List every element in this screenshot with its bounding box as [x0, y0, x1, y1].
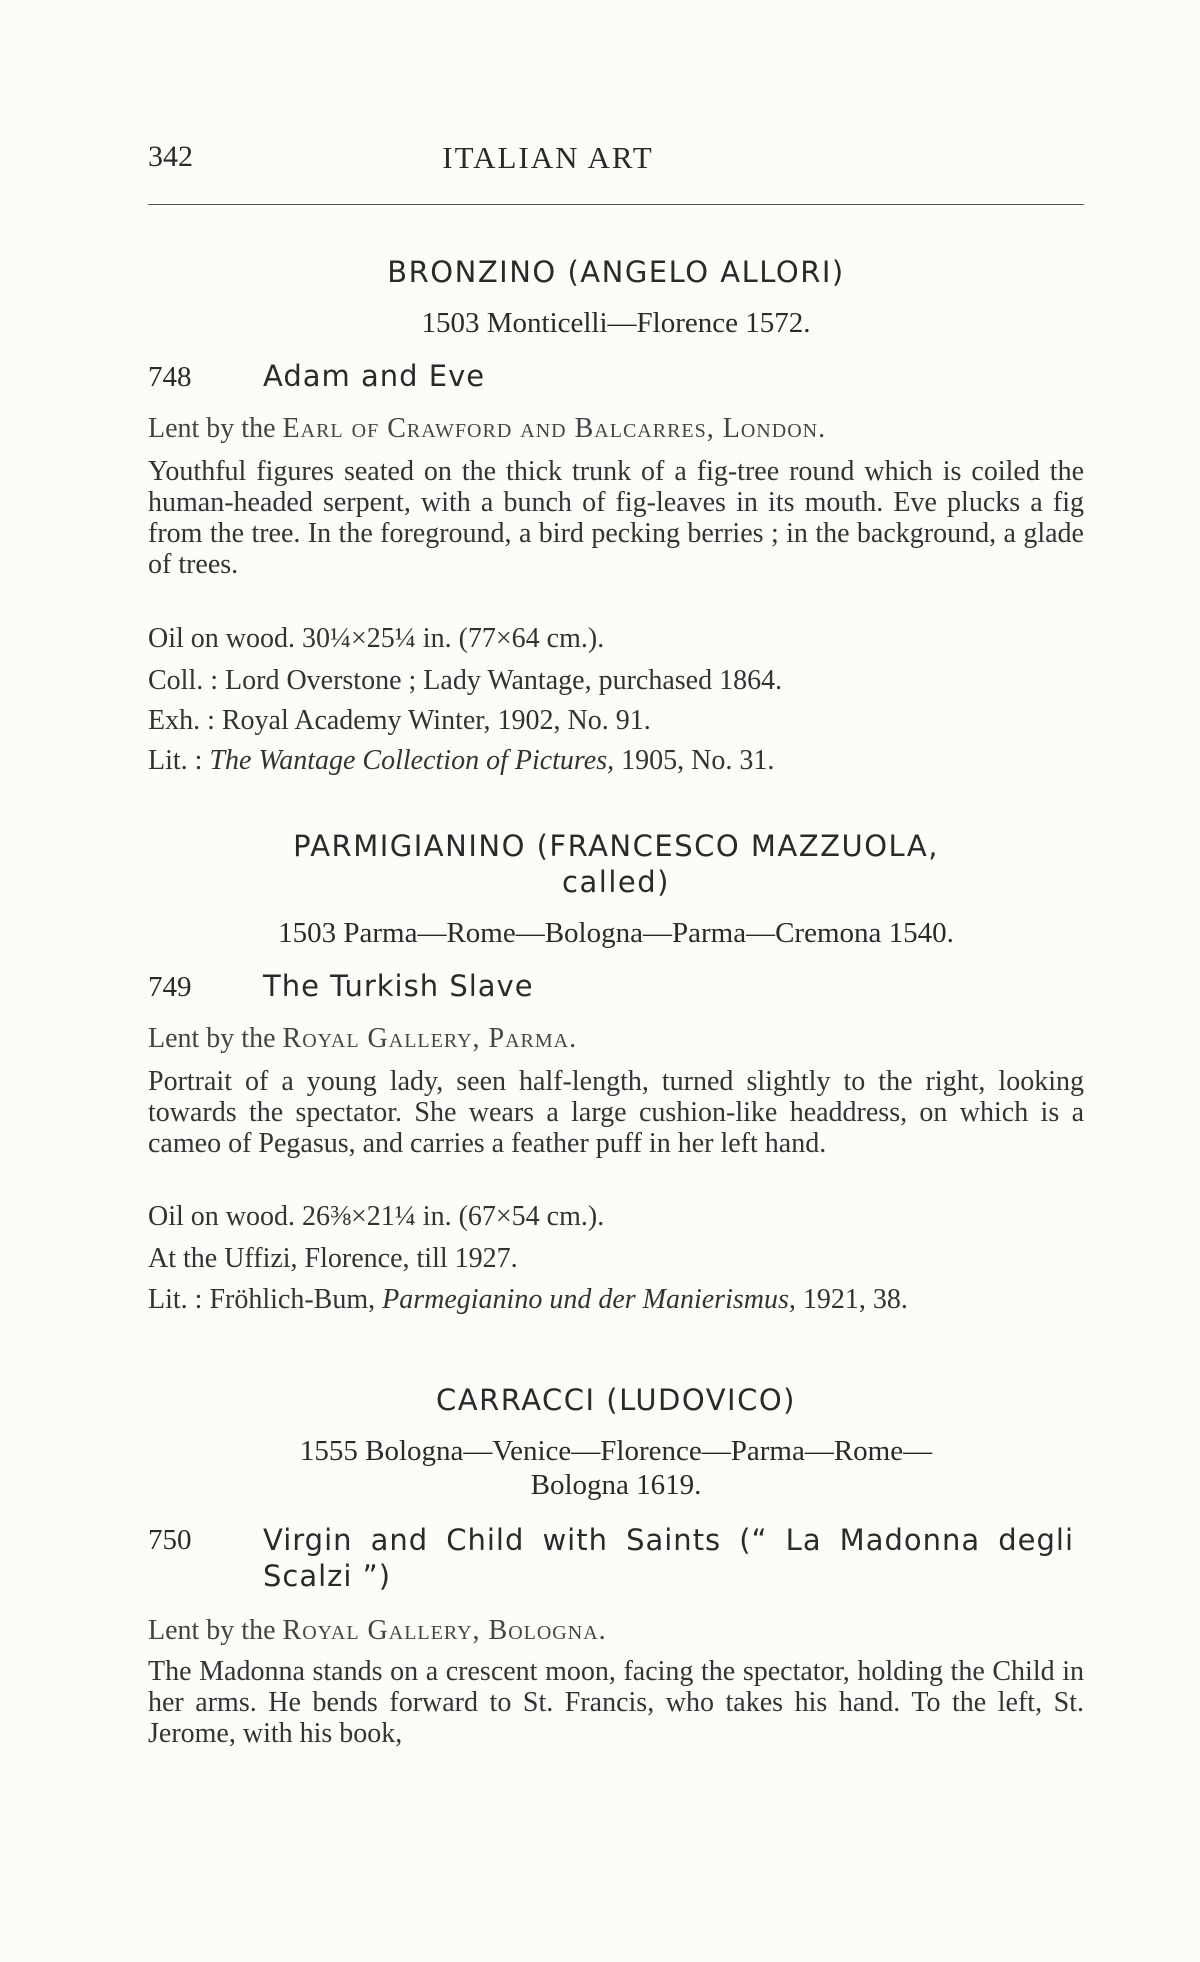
literature-title: The Wantage Collection of Pictures,	[209, 745, 615, 776]
lender-line	[148, 412, 1084, 446]
lender-prefix: Lent by the	[148, 1615, 276, 1646]
artist-heading-continued: called)	[562, 865, 670, 899]
artist-dates-continued: Bologna 1619.	[530, 1469, 702, 1501]
lender-name: Royal Gallery, Parma.	[282, 1023, 578, 1054]
catalogue-number: 750	[148, 1524, 192, 1556]
catalogue-entry-title	[148, 358, 1084, 395]
lender-line	[148, 1614, 1084, 1648]
medium-dimensions: Oil on wood. 30¼×25¼ in. (77×64 cm.).	[148, 623, 605, 654]
work-title: Adam and Eve	[263, 359, 486, 393]
catalogue-entry-title	[148, 968, 1084, 1005]
artist-heading: PARMIGIANINO (FRANCESCO MAZZUOLA,	[293, 829, 939, 863]
lender-prefix: Lent by the	[148, 413, 276, 444]
artist-dates: 1503 Parma—Rome—Bologna—Parma—Cremona 1540.	[278, 917, 954, 949]
literature-reference: Lit. : Fröhlich-Bum, Parmegianino und der Manierismus, 1921, 38.	[148, 1284, 908, 1315]
lender-name: Royal Gallery, Bologna.	[282, 1615, 607, 1646]
lender-line	[148, 1022, 1084, 1056]
artist-dates: 1503 Monticelli—Florence 1572.	[421, 307, 811, 339]
collection-history: Coll. : Lord Overstone ; Lady Wantage, purchased 1864.	[148, 665, 783, 696]
literature-title: Parmegianino und der Manierismus,	[382, 1284, 796, 1315]
catalogue-number: 749	[148, 971, 192, 1003]
work-description: Portrait of a young lady, seen half-length, turned slightly to the right, looking towards the spectator. She wears a large cushion-like headdress, on which is a cameo of Pegasus, and carries a feather puff in her left hand.	[148, 1066, 1084, 1159]
work-description: The Madonna stands on a crescent moon, facing the spectator, holding the Child in her arms. He bends forward to St. Francis, who takes his hand. To the left, St. Jerome, with his book,	[148, 1656, 1084, 1749]
lender-prefix: Lent by the	[148, 1023, 276, 1054]
artist-heading: CARRACCI (LUDOVICO)	[436, 1383, 796, 1417]
running-title: ITALIAN ART	[442, 140, 654, 175]
page-number: 342	[148, 140, 193, 173]
header-rule	[148, 204, 1084, 205]
artist-dates: 1555 Bologna—Venice—Florence—Parma—Rome—	[299, 1435, 933, 1467]
work-title: The Turkish Slave	[263, 969, 534, 1003]
catalogue-entry-title	[148, 1522, 1084, 1594]
lender-name: Earl of Crawford and Balcarres, London.	[282, 413, 827, 444]
exhibition-history: Exh. : Royal Academy Winter, 1902, No. 91.	[148, 705, 651, 736]
page-header	[148, 140, 1084, 180]
work-description: Youthful figures seated on the thick trunk of a fig-tree round which is coiled the human-headed serpent, with a bunch of fig-leaves in its mouth. Eve plucks a fig from the tree. In the foreground, a bird pecking berries ; in the background, a glade of trees.	[148, 456, 1084, 580]
artist-heading: BRONZINO (ANGELO ALLORI)	[387, 255, 845, 289]
work-title: Virgin and Child with Saints (“ La Madonna degli Scalzi ”)	[263, 1523, 1074, 1593]
catalogue-number: 748	[148, 361, 192, 393]
medium-dimensions: Oil on wood. 26⅜×21¼ in. (67×54 cm.).	[148, 1201, 605, 1232]
provenance-note: At the Uffizi, Florence, till 1927.	[148, 1243, 518, 1274]
literature-reference: Lit. : The Wantage Collection of Pictures, 1905, No. 31.	[148, 745, 775, 776]
